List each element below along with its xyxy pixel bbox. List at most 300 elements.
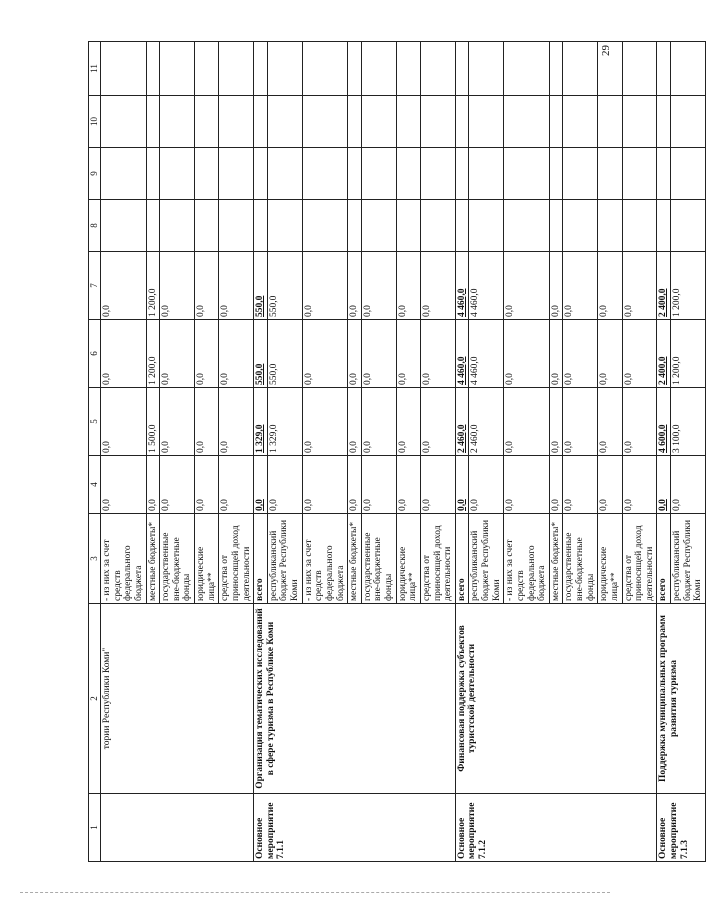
funding-source: - из них за счет средств федерального бюджета xyxy=(101,514,147,604)
value-text: 550,0 xyxy=(255,295,266,317)
value-text: 0,0 xyxy=(196,373,206,385)
funding-source: республиканский бюджет Республики Коми xyxy=(469,514,504,604)
value-cell-v6 xyxy=(671,320,706,388)
header-cell-8: 8 xyxy=(89,200,101,252)
empty-cell-8 xyxy=(195,200,219,252)
empty-cell-9 xyxy=(671,148,706,200)
empty-cell-9 xyxy=(361,148,396,200)
empty-cell-9 xyxy=(396,148,420,200)
value-text: 0,0 xyxy=(421,373,432,385)
value-cell-v5 xyxy=(504,388,550,456)
empty-cell-11 xyxy=(361,42,396,96)
bottom-scan-line xyxy=(20,892,610,894)
value-cell-v5 xyxy=(160,388,195,456)
value-text: 0,0 xyxy=(102,305,112,317)
value-text: 0,0 xyxy=(564,373,575,385)
value-text: 0,0 xyxy=(623,441,634,453)
header-cell-4: 4 xyxy=(89,456,101,514)
value-text: 0,0 xyxy=(550,499,561,511)
value-text: 0,0 xyxy=(505,373,516,385)
value-cell-v4 xyxy=(219,456,254,514)
value-text: 0,0 xyxy=(196,441,206,453)
value-text: 0,0 xyxy=(623,499,634,511)
activity-title: Финансовая поддержка субъектов туристской деятельности xyxy=(455,604,657,794)
value-cell-v5 xyxy=(101,388,147,456)
table-row xyxy=(254,42,268,862)
funding-source: средства от приносящей доход деятельности xyxy=(622,514,657,604)
value-cell-v5 xyxy=(267,388,302,456)
value-cell-v4 xyxy=(361,456,396,514)
empty-cell-9 xyxy=(219,148,254,200)
value-cell-v4 xyxy=(101,456,147,514)
value-cell-v7 xyxy=(657,252,671,320)
value-cell-v6 xyxy=(267,320,302,388)
value-text: 0,0 xyxy=(505,499,516,511)
empty-cell-8 xyxy=(598,200,622,252)
value-cell-v5 xyxy=(598,388,622,456)
value-cell-v6 xyxy=(396,320,420,388)
value-text: 1 200,0 xyxy=(672,356,682,385)
value-cell-v6 xyxy=(420,320,455,388)
value-cell-v7 xyxy=(549,252,563,320)
value-text: 0,0 xyxy=(658,499,669,511)
header-cell-6: 6 xyxy=(89,320,101,388)
value-text: 0,0 xyxy=(303,499,314,511)
value-cell-v6 xyxy=(348,320,362,388)
value-text: 0,0 xyxy=(349,441,360,453)
value-text: 1 500,0 xyxy=(147,424,158,453)
value-text: 0,0 xyxy=(220,441,231,453)
value-cell-v6 xyxy=(101,320,147,388)
empty-cell-9 xyxy=(622,148,657,200)
value-text: 0,0 xyxy=(421,499,432,511)
empty-cell-8 xyxy=(420,200,455,252)
value-text: 0,0 xyxy=(362,373,373,385)
value-cell-v4 xyxy=(195,456,219,514)
value-cell-v6 xyxy=(563,320,598,388)
value-text: 0,0 xyxy=(102,499,112,511)
empty-cell-10 xyxy=(622,96,657,148)
empty-cell-10 xyxy=(361,96,396,148)
empty-cell-10 xyxy=(420,96,455,148)
value-text: 3 100,0 xyxy=(672,424,682,453)
value-text: 0,0 xyxy=(470,499,481,511)
funding-source: местные бюджеты* xyxy=(549,514,563,604)
value-cell-v6 xyxy=(195,320,219,388)
table-row xyxy=(101,42,147,862)
value-text: 0,0 xyxy=(161,441,172,453)
empty-cell-11 xyxy=(146,42,160,96)
value-text: 2 400,0 xyxy=(658,356,669,385)
header-row xyxy=(89,42,101,862)
value-text: 4 460,0 xyxy=(456,356,467,385)
activity-title: Организация тематических исследований в сфере туризма в Республике Коми xyxy=(254,604,456,794)
value-cell-v7 xyxy=(302,252,348,320)
empty-cell-11 xyxy=(671,42,706,96)
header-cell-1: 1 xyxy=(89,794,101,862)
empty-cell-9 xyxy=(302,148,348,200)
value-text: 0,0 xyxy=(362,499,373,511)
empty-cell-8 xyxy=(469,200,504,252)
empty-cell-9 xyxy=(598,148,622,200)
empty-cell-10 xyxy=(195,96,219,148)
value-cell-v6 xyxy=(254,320,268,388)
empty-cell-10 xyxy=(160,96,195,148)
value-cell-v5 xyxy=(420,388,455,456)
value-text: 0,0 xyxy=(220,373,231,385)
value-cell-v5 xyxy=(671,388,706,456)
value-cell-v6 xyxy=(504,320,550,388)
value-cell-v6 xyxy=(469,320,504,388)
empty-cell-8 xyxy=(455,200,469,252)
value-text: 0,0 xyxy=(623,305,634,317)
value-cell-v4 xyxy=(504,456,550,514)
empty-cell-10 xyxy=(267,96,302,148)
empty-cell-8 xyxy=(302,200,348,252)
empty-cell-8 xyxy=(101,200,147,252)
empty-cell-9 xyxy=(146,148,160,200)
value-text: 0,0 xyxy=(196,305,206,317)
empty-cell-8 xyxy=(361,200,396,252)
empty-cell-9 xyxy=(549,148,563,200)
empty-cell-11 xyxy=(195,42,219,96)
value-cell-v7 xyxy=(455,252,469,320)
value-cell-v4 xyxy=(302,456,348,514)
empty-cell-11 xyxy=(420,42,455,96)
value-cell-v7 xyxy=(160,252,195,320)
value-cell-v5 xyxy=(146,388,160,456)
value-text: 0,0 xyxy=(161,499,172,511)
value-text: 1 200,0 xyxy=(147,356,158,385)
value-text: 0,0 xyxy=(550,373,561,385)
value-text: 0,0 xyxy=(268,499,279,511)
value-cell-v6 xyxy=(219,320,254,388)
header-cell-2: 2 xyxy=(89,604,101,794)
value-text: 0,0 xyxy=(362,305,373,317)
empty-cell-9 xyxy=(563,148,598,200)
empty-cell-9 xyxy=(254,148,268,200)
empty-cell-11 xyxy=(254,42,268,96)
empty-cell-8 xyxy=(348,200,362,252)
value-text: 0,0 xyxy=(505,305,516,317)
value-text: 0,0 xyxy=(147,499,158,511)
empty-cell-10 xyxy=(219,96,254,148)
value-cell-v7 xyxy=(267,252,302,320)
value-text: 4 600,0 xyxy=(658,424,669,453)
activity-title: тории Республики Коми" xyxy=(101,604,254,794)
value-text: 4 460,0 xyxy=(470,356,481,385)
value-cell-v4 xyxy=(348,456,362,514)
empty-cell-10 xyxy=(657,96,671,148)
empty-cell-11 xyxy=(598,42,622,96)
value-text: 0,0 xyxy=(564,305,575,317)
empty-cell-11 xyxy=(657,42,671,96)
empty-cell-9 xyxy=(420,148,455,200)
funding-source: местные бюджеты* xyxy=(146,514,160,604)
value-cell-v4 xyxy=(657,456,671,514)
funding-source: государственные вне-бюджетные фонды xyxy=(563,514,598,604)
value-text: 550,0 xyxy=(268,295,279,317)
activity-code xyxy=(101,794,254,862)
empty-cell-10 xyxy=(396,96,420,148)
empty-cell-8 xyxy=(549,200,563,252)
value-cell-v6 xyxy=(657,320,671,388)
value-cell-v6 xyxy=(361,320,396,388)
value-cell-v7 xyxy=(254,252,268,320)
value-cell-v5 xyxy=(302,388,348,456)
value-text: 0,0 xyxy=(550,441,561,453)
value-cell-v5 xyxy=(254,388,268,456)
value-text: 0,0 xyxy=(349,499,360,511)
value-cell-v7 xyxy=(348,252,362,320)
empty-cell-9 xyxy=(101,148,147,200)
empty-cell-10 xyxy=(348,96,362,148)
value-text: 0,0 xyxy=(421,441,432,453)
funding-source: всего xyxy=(657,514,671,604)
value-text: 550,0 xyxy=(268,363,279,385)
value-text: 0,0 xyxy=(599,441,610,453)
value-cell-v5 xyxy=(348,388,362,456)
value-cell-v6 xyxy=(146,320,160,388)
value-cell-v4 xyxy=(146,456,160,514)
empty-cell-8 xyxy=(254,200,268,252)
value-cell-v4 xyxy=(396,456,420,514)
empty-cell-11 xyxy=(469,42,504,96)
empty-cell-8 xyxy=(267,200,302,252)
value-text: 1 329,0 xyxy=(268,424,279,453)
value-text: 0,0 xyxy=(303,305,314,317)
value-text: 2 460,0 xyxy=(456,424,467,453)
value-text: 0,0 xyxy=(303,441,314,453)
value-cell-v7 xyxy=(146,252,160,320)
empty-cell-10 xyxy=(671,96,706,148)
empty-cell-9 xyxy=(195,148,219,200)
value-text: 0,0 xyxy=(220,305,231,317)
value-cell-v6 xyxy=(598,320,622,388)
value-cell-v7 xyxy=(420,252,455,320)
value-cell-v5 xyxy=(195,388,219,456)
empty-cell-9 xyxy=(267,148,302,200)
funding-source: средства от приносящей доход деятельности xyxy=(219,514,254,604)
value-text: 2 400,0 xyxy=(658,288,669,317)
value-cell-v4 xyxy=(549,456,563,514)
value-text: 0,0 xyxy=(161,373,172,385)
value-text: 1 200,0 xyxy=(147,288,158,317)
value-cell-v5 xyxy=(657,388,671,456)
value-cell-v7 xyxy=(622,252,657,320)
empty-cell-9 xyxy=(657,148,671,200)
value-cell-v7 xyxy=(504,252,550,320)
value-text: 0,0 xyxy=(397,373,408,385)
header-cell-3: 3 xyxy=(89,514,101,604)
empty-cell-11 xyxy=(267,42,302,96)
value-text: 4 460,0 xyxy=(470,288,481,317)
value-cell-v5 xyxy=(361,388,396,456)
empty-cell-8 xyxy=(146,200,160,252)
funding-source: средства от приносящей доход деятельности xyxy=(420,514,455,604)
empty-cell-11 xyxy=(160,42,195,96)
value-cell-v7 xyxy=(469,252,504,320)
empty-cell-11 xyxy=(563,42,598,96)
value-cell-v5 xyxy=(455,388,469,456)
value-text: 0,0 xyxy=(623,373,634,385)
budget-table xyxy=(88,41,706,862)
page-number: 29 xyxy=(600,45,612,56)
value-text: 1 329,0 xyxy=(255,424,266,453)
value-text: 0,0 xyxy=(102,373,112,385)
empty-cell-8 xyxy=(219,200,254,252)
empty-cell-10 xyxy=(598,96,622,148)
value-cell-v6 xyxy=(549,320,563,388)
value-cell-v4 xyxy=(671,456,706,514)
empty-cell-11 xyxy=(549,42,563,96)
empty-cell-8 xyxy=(563,200,598,252)
value-text: 0,0 xyxy=(196,499,206,511)
value-cell-v5 xyxy=(396,388,420,456)
value-cell-v7 xyxy=(396,252,420,320)
value-text: 0,0 xyxy=(564,499,575,511)
value-cell-v5 xyxy=(549,388,563,456)
empty-cell-11 xyxy=(219,42,254,96)
funding-source: всего xyxy=(254,514,268,604)
value-text: 0,0 xyxy=(349,373,360,385)
empty-cell-11 xyxy=(622,42,657,96)
value-cell-v7 xyxy=(563,252,598,320)
funding-source: юридические лица** xyxy=(598,514,622,604)
value-cell-v5 xyxy=(622,388,657,456)
value-text: 0,0 xyxy=(456,499,467,511)
empty-cell-8 xyxy=(160,200,195,252)
value-text: 2 460,0 xyxy=(470,424,481,453)
empty-cell-10 xyxy=(254,96,268,148)
empty-cell-10 xyxy=(504,96,550,148)
empty-cell-8 xyxy=(622,200,657,252)
empty-cell-9 xyxy=(504,148,550,200)
header-cell-5: 5 xyxy=(89,388,101,456)
value-text: 0,0 xyxy=(672,499,682,511)
empty-cell-11 xyxy=(504,42,550,96)
value-cell-v6 xyxy=(622,320,657,388)
funding-source: юридические лица** xyxy=(195,514,219,604)
value-text: 0,0 xyxy=(599,373,610,385)
activity-code: Основное мероприятие 7.1.2 xyxy=(455,794,657,862)
value-cell-v4 xyxy=(420,456,455,514)
value-text: 4 460,0 xyxy=(456,288,467,317)
value-text: 0,0 xyxy=(220,499,231,511)
value-cell-v6 xyxy=(455,320,469,388)
funding-source: - из них за счет средств федерального бюджета xyxy=(302,514,348,604)
value-text: 550,0 xyxy=(255,363,266,385)
empty-cell-11 xyxy=(302,42,348,96)
empty-cell-9 xyxy=(348,148,362,200)
value-cell-v4 xyxy=(267,456,302,514)
activity-code: Основное мероприятие 7.1.3 xyxy=(657,794,706,862)
funding-source: республиканский бюджет Республики Коми xyxy=(671,514,706,604)
value-cell-v6 xyxy=(302,320,348,388)
empty-cell-9 xyxy=(455,148,469,200)
value-text: 0,0 xyxy=(303,373,314,385)
empty-cell-10 xyxy=(563,96,598,148)
value-text: 0,0 xyxy=(102,441,112,453)
empty-cell-10 xyxy=(455,96,469,148)
empty-cell-11 xyxy=(455,42,469,96)
value-text: 0,0 xyxy=(564,441,575,453)
value-cell-v7 xyxy=(195,252,219,320)
value-text: 0,0 xyxy=(505,441,516,453)
value-text: 0,0 xyxy=(550,305,561,317)
table-body xyxy=(89,42,706,862)
value-cell-v5 xyxy=(469,388,504,456)
value-cell-v4 xyxy=(622,456,657,514)
value-text: 0,0 xyxy=(397,305,408,317)
value-cell-v6 xyxy=(160,320,195,388)
value-text: 0,0 xyxy=(255,499,266,511)
empty-cell-10 xyxy=(101,96,147,148)
value-text: 0,0 xyxy=(421,305,432,317)
funding-source: государственные вне-бюджетные фонды xyxy=(160,514,195,604)
header-cell-11: 11 xyxy=(89,42,101,96)
value-text: 0,0 xyxy=(362,441,373,453)
empty-cell-8 xyxy=(396,200,420,252)
empty-cell-8 xyxy=(671,200,706,252)
table-row xyxy=(455,42,469,862)
value-cell-v7 xyxy=(101,252,147,320)
value-cell-v4 xyxy=(455,456,469,514)
header-cell-7: 7 xyxy=(89,252,101,320)
empty-cell-8 xyxy=(657,200,671,252)
value-text: 0,0 xyxy=(161,305,172,317)
funding-source: республиканский бюджет Республики Коми xyxy=(267,514,302,604)
empty-cell-10 xyxy=(469,96,504,148)
value-cell-v4 xyxy=(563,456,598,514)
value-cell-v4 xyxy=(469,456,504,514)
funding-source: юридические лица** xyxy=(396,514,420,604)
rotated-table-wrapper xyxy=(88,42,704,862)
value-cell-v5 xyxy=(219,388,254,456)
value-cell-v7 xyxy=(598,252,622,320)
empty-cell-10 xyxy=(549,96,563,148)
empty-cell-11 xyxy=(396,42,420,96)
header-cell-10: 10 xyxy=(89,96,101,148)
empty-cell-10 xyxy=(302,96,348,148)
value-cell-v7 xyxy=(219,252,254,320)
funding-source: всего xyxy=(455,514,469,604)
empty-cell-11 xyxy=(101,42,147,96)
value-cell-v4 xyxy=(160,456,195,514)
value-text: 0,0 xyxy=(349,305,360,317)
empty-cell-11 xyxy=(348,42,362,96)
empty-cell-9 xyxy=(160,148,195,200)
value-text: 0,0 xyxy=(397,499,408,511)
activity-code: Основное мероприятие 7.1.1 xyxy=(254,794,456,862)
funding-source: государственные вне-бюджетные фонды xyxy=(361,514,396,604)
value-text: 0,0 xyxy=(397,441,408,453)
value-text: 0,0 xyxy=(599,305,610,317)
empty-cell-8 xyxy=(504,200,550,252)
value-text: 1 200,0 xyxy=(672,288,682,317)
value-cell-v4 xyxy=(598,456,622,514)
value-cell-v5 xyxy=(563,388,598,456)
value-cell-v7 xyxy=(671,252,706,320)
empty-cell-9 xyxy=(469,148,504,200)
activity-title: Поддержка муниципальных программ развития туризма xyxy=(657,604,706,794)
funding-source: местные бюджеты* xyxy=(348,514,362,604)
value-cell-v4 xyxy=(254,456,268,514)
table-row xyxy=(657,42,671,862)
value-cell-v7 xyxy=(361,252,396,320)
value-text: 0,0 xyxy=(599,499,610,511)
funding-source: - из них за счет средств федерального бюджета xyxy=(504,514,550,604)
